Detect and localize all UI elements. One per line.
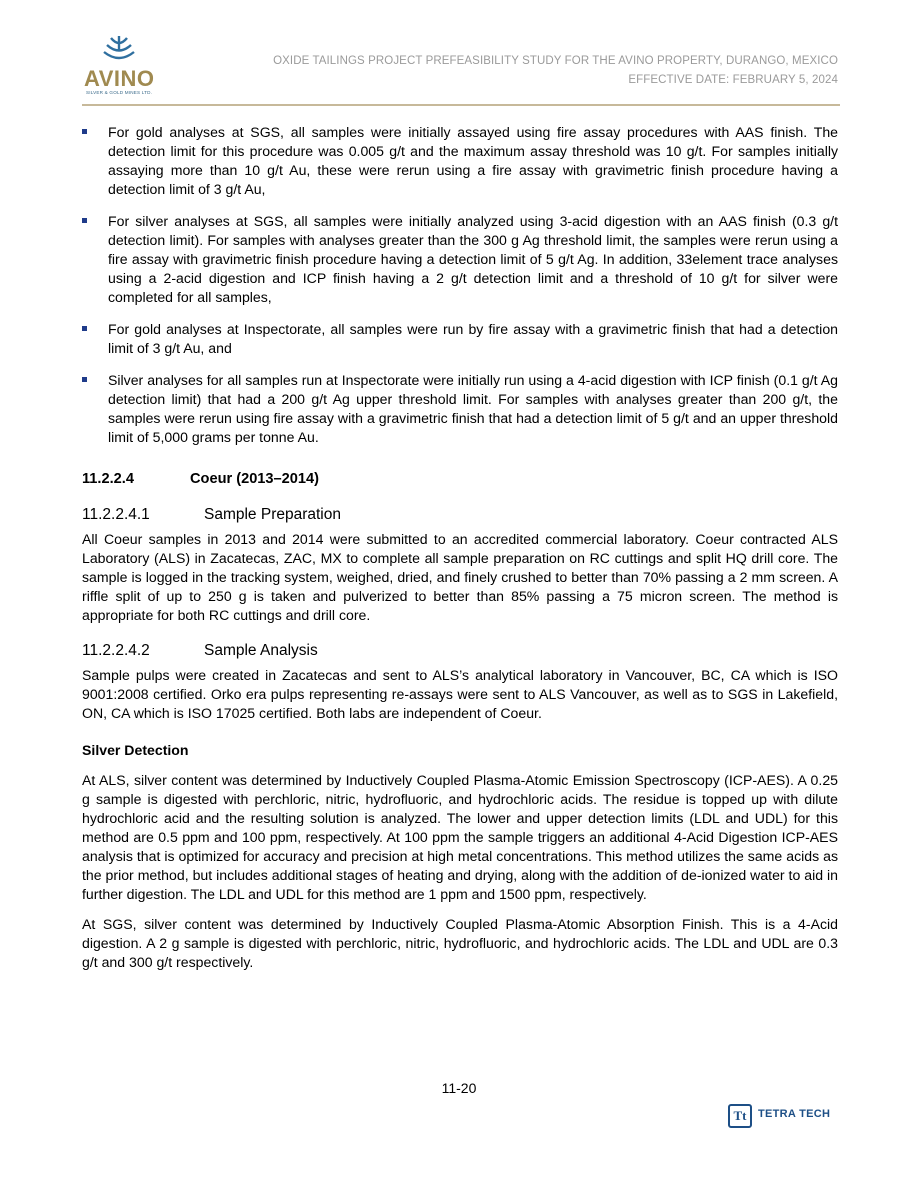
section-heading [82,469,838,489]
silver-sgs-paragraph: At SGS, silver content was determined by Inductively Coupled Plasma-Atomic Absorption Finish. This is a 4-Acid digestion. A 2 g sample is digested with perchloric, nitric, hydrofluoric, and hydrochloric acids. The LDL and UDL are 0.3 g/t and 300 g/t respectively. [82,916,838,970]
header-title-block [273,52,838,90]
list-item: Silver analyses for all samples run at Inspectorate were initially run using a 4-acid digestion with ICP finish (0.1 g/t Ag detection limit) that had a 200 g/t Ag upper threshold limit. For samples with analyses greater than 200 g/t, the samples were rerun using fire assay with a gravimetric finish that had a detection limit of 5 g/t and an upper threshold limit of 5,000 grams per tonne Au. [82,371,838,447]
analysis-paragraph: Sample pulps were created in Zacatecas and sent to ALS’s analytical laboratory in Vancouver, BC, CA which is ISO 9001:2008 certified. Orko era pulps representing re-assays were sent to ALS Vancouver, as well as to SGS in Lakefield, ON, CA which is ISO 17025 certified. Both labs are independent of Coeur. [82,667,838,721]
bullet-square-icon [82,218,87,223]
subsection-number: 11.2.2.4.1 [82,506,150,523]
logo-tagline: SILVER & GOLD MINES LTD. [86,90,153,95]
avino-logo-mark-icon [102,36,136,66]
tetra-tech-wordmark: TETRA TECH [758,1108,831,1120]
analysis-bullet-list [82,123,838,447]
subsection-heading-analysis [82,641,838,661]
subsection-number: 11.2.2.4.2 [82,642,150,659]
list-item: For silver analyses at SGS, all samples were initially analyzed using 3-acid digestion with an AAS finish (0.3 g/t detection limit). For samples with analyses greater than the 300 g Ag threshold limit, the samples were rerun using a fire assay with gravimetric finish procedure having a detection limit of 5 g/t Ag. In addition, 33element trace analyses using a 2-acid digestion and ICP finish having a 2 g/t detection limit and a threshold of 10 g/t for silver were completed for all samples, [82,212,838,307]
bullet-square-icon [82,326,87,331]
bullet-square-icon [82,129,87,134]
subsection-title: Sample Preparation [204,506,341,523]
page-header [82,36,838,102]
list-item: For gold analyses at Inspectorate, all samples were run by fire assay with a gravimetric finish that had a detection limit of 3 g/t Au, and [82,320,838,358]
header-divider [82,104,840,106]
effective-date: EFFECTIVE DATE: FEBRUARY 5, 2024 [628,74,838,86]
logo-wordmark: AVINO [84,66,155,91]
list-item: For gold analyses at SGS, all samples were initially assayed using fire assay procedures with AAS finish. The detection limit for this procedure was 0.005 g/t and the maximum assay threshold was 10 g/t. For samples initially assaying more than 10 g/t Au, these were rerun using a fire assay with gravimetric finish procedure having a detection limit of 3 g/t Au, [82,123,838,199]
section-title: Coeur (2013–2014) [190,471,319,487]
page-body [82,123,838,983]
bullet-square-icon [82,377,87,382]
avino-logo [82,36,156,100]
silver-detection-heading: Silver Detection [82,742,189,758]
tetra-tech-mark-icon: Tt [728,1104,752,1128]
preparation-paragraph: All Coeur samples in 2013 and 2014 were submitted to an accredited commercial laboratory. Coeur contracted ALS Laboratory (ALS) in Zacatecas, ZAC, MX to complete all sample preparation on RC cuttings and split HQ drill core. The sample is logged in the tracking system, weighed, dried, and finely crushed to better than 70% passing a 2 mm screen. A riffle split of up to 250 g is taken and pulverized to better than 85% passing a 75 micron screen. The method is appropriate for both RC cuttings and drill core. [82,531,838,623]
subsection-heading-preparation [82,505,838,525]
report-title: OXIDE TAILINGS PROJECT PREFEASIBILITY STUDY FOR THE AVINO PROPERTY, DURANGO, MEXICO [273,55,838,67]
section-number: 11.2.2.4 [82,471,134,487]
subsection-title: Sample Analysis [204,642,318,659]
page-number: 11-20 [441,1080,477,1096]
silver-als-paragraph: At ALS, silver content was determined by Inductively Coupled Plasma-Atomic Emission Spectroscopy (ICP-AES). A 0.25 g sample is digested with perchloric, nitric, hydrofluoric, and hydrochloric acids. The residue is topped up with dilute hydrochloric acid and the resulting solution is analyzed. The lower and upper detection limits (LDL and UDL) for this method are 0.5 ppm and 100 ppm, respectively. At 100 ppm the sample triggers an additional 4-Acid Digestion ICP-AES analysis that is optimized for accuracy and precision at high metal concentrations. This method utilizes the same acids as the prior method, but includes additional stages of heating and drying, along with the addition of de-ionized water to aid in further digestion. The LDL and UDL for this method are 1 ppm and 1500 ppm, respectively. [82,772,838,902]
